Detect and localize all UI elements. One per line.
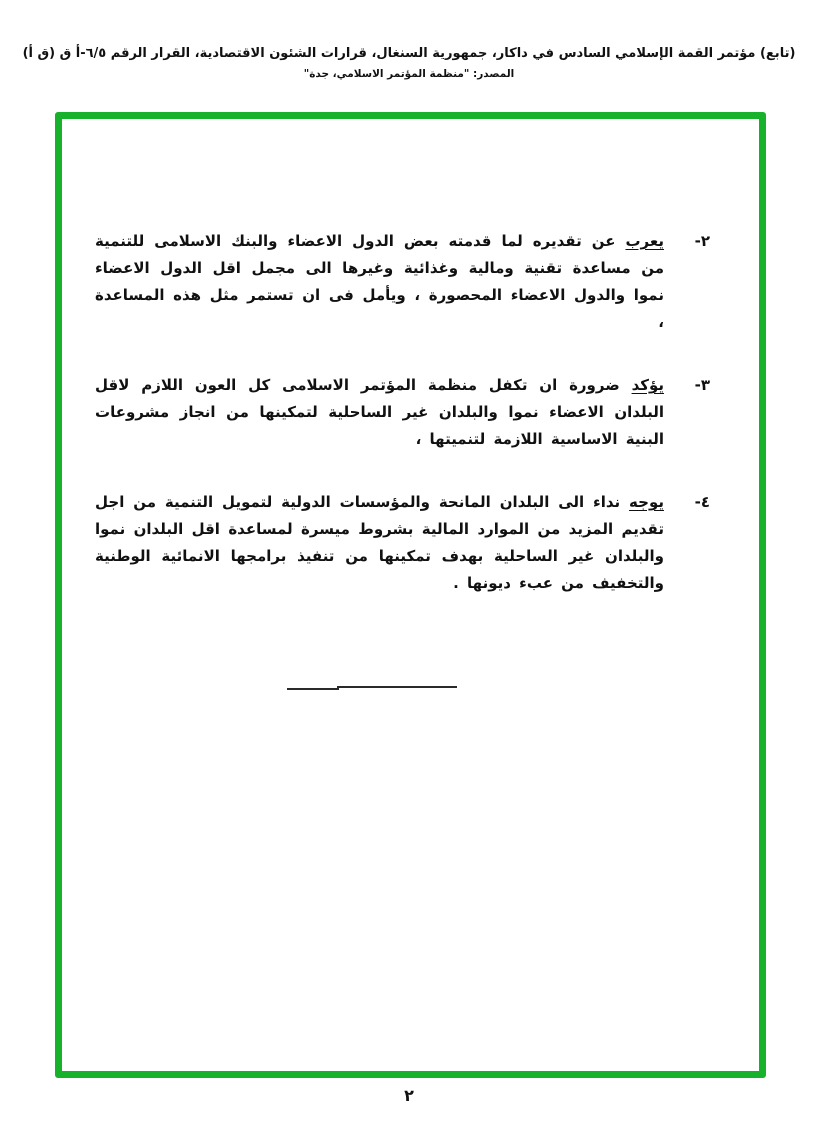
section-divider-line <box>337 686 457 688</box>
item-lead-word: يوجه <box>629 493 664 511</box>
item-number: ٢- <box>694 232 710 250</box>
header-source: المصدر: "منظمة المؤتمر الاسلامي، جدة" <box>303 68 515 80</box>
item-text <box>95 228 664 336</box>
item-number: ٣- <box>694 376 710 394</box>
item-lead-word: يؤكد <box>631 376 664 394</box>
item-text <box>95 489 664 597</box>
resolution-item-4 <box>95 489 710 597</box>
resolution-items <box>95 228 710 633</box>
resolution-item-3 <box>95 372 710 453</box>
item-rest-text: ضرورة ان تكفل منظمة المؤتمر الاسلامى كل العون اللازم لاقل البلدان الاعضاء نموا والبلدان غير الساحلية لتمكينها من انجاز مشروعات البنية الاساسية اللازمة لتنميتها ، <box>95 376 664 448</box>
header-title: (تابع) مؤتمر القمة الإسلامي السادس في داكار، جمهورية السنغال، قرارات الشئون الاقتصادية، القرار الرقم ٦/٥-أ ق (ق أ) <box>22 46 796 61</box>
section-divider-line <box>287 688 339 690</box>
item-number: ٤- <box>694 493 710 511</box>
item-rest-text: عن تقديره لما قدمته بعض الدول الاعضاء والبنك الاسلامى للتنمية من مساعدة تقنية ومالية وغذائية وغيرها الى مجمل اقل الدول الاعضاء نموا والدول الاعضاء المحصورة ، ويأمل فى ان تستمر مثل هذه المساعدة ، <box>95 232 664 331</box>
item-rest-text: نداء الى البلدان المانحة والمؤسسات الدولية لتمويل التنمية من اجل تقديم المزيد من الموارد المالية بشروط ميسرة لمساعدة اقل البلدان نموا والبلدان غير الساحلية بهدف تمكينها من تنفيذ برامجها الانمائية الوطنية والتخفيف من عبء ديونها . <box>95 493 664 592</box>
page-number: ٢ <box>404 1086 414 1105</box>
resolution-item-2 <box>95 228 710 336</box>
item-text <box>95 372 664 453</box>
item-lead-word: يعرب <box>625 232 664 250</box>
document-header <box>0 46 818 80</box>
